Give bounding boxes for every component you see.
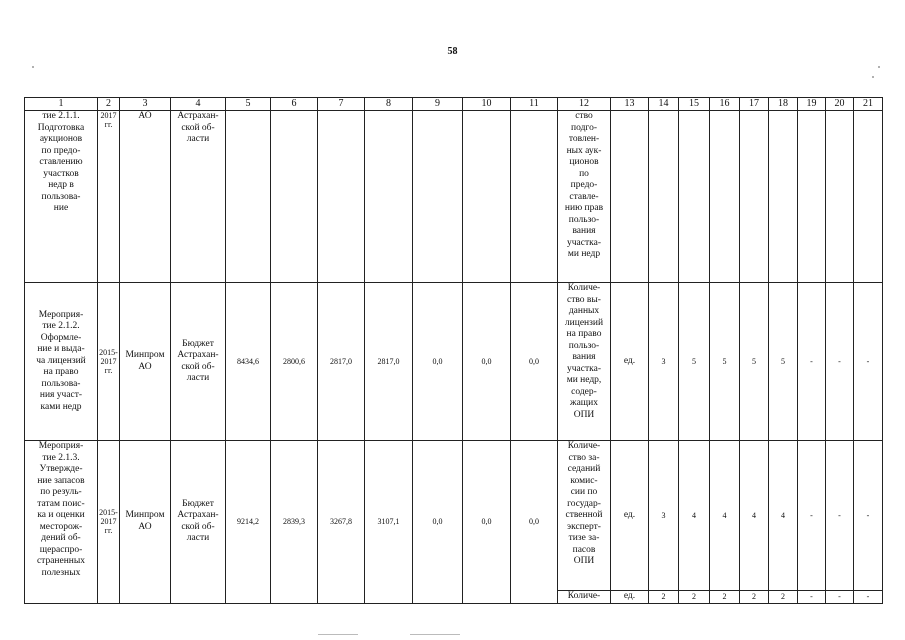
target-cell: 2 xyxy=(740,591,769,604)
value-col11: 0,0 xyxy=(511,283,558,441)
value-2015: 2839,3 xyxy=(271,441,318,604)
value-col9: 0,0 xyxy=(413,283,463,441)
target-cell: 5 xyxy=(769,283,798,441)
indicator-cell: Количе- ство вы- данных лицензий на право пользо- вания участка- ми недр, содер- жащих ОПИ xyxy=(558,283,611,441)
target-cell: 2 xyxy=(710,591,740,604)
table-row-measure-2-1-3 xyxy=(25,441,883,591)
header-cell: 3 xyxy=(120,98,171,111)
target-cell: - xyxy=(854,441,883,591)
target-cell: 3 xyxy=(649,283,679,441)
measure-title: Мероприя- тие 2.1.3. Утвержде- ние запасов по резуль- татам поис- ка и оценки месторож- дений об- щераспро- страненных полезных xyxy=(25,441,98,604)
header-cell: 1 xyxy=(25,98,98,111)
header-cell: 16 xyxy=(710,98,740,111)
table-cell xyxy=(365,111,413,283)
measure-title: тие 2.1.1. Подготовка аукционов по предо- ставлению участков недр в пользова- ние xyxy=(25,111,98,283)
funding-source-cell: Бюджет Астрахан- ской об- ласти xyxy=(171,441,226,604)
header-cell: 10 xyxy=(463,98,511,111)
value-2016: 2817,0 xyxy=(318,283,365,441)
table-cell xyxy=(649,111,679,283)
target-cell: - xyxy=(798,283,826,441)
header-cell: 6 xyxy=(271,98,318,111)
page-number: 58 xyxy=(447,46,458,57)
executor-cell: АО xyxy=(120,111,171,283)
value-col10: 0,0 xyxy=(463,441,511,604)
target-cell: - xyxy=(826,591,854,604)
header-cell: 8 xyxy=(365,98,413,111)
executor-cell: Минпром АО xyxy=(120,283,171,441)
table-cell xyxy=(226,111,271,283)
value-2015: 2800,6 xyxy=(271,283,318,441)
period-cell: 2015- 2017 гг. xyxy=(98,441,120,604)
header-cell: 13 xyxy=(611,98,649,111)
header-cell: 14 xyxy=(649,98,679,111)
target-cell: 2 xyxy=(649,591,679,604)
value-2017: 3107,1 xyxy=(365,441,413,604)
value-total: 9214,2 xyxy=(226,441,271,604)
table-cell xyxy=(769,111,798,283)
value-total: 8434,6 xyxy=(226,283,271,441)
table-cell xyxy=(826,111,854,283)
executor-cell: Минпром АО xyxy=(120,441,171,604)
funding-source-cell: Бюджет Астрахан- ской об- ласти xyxy=(171,283,226,441)
measure-title: Мероприя- тие 2.1.2. Оформле- ние и выда- ча лицензий на право пользова- ния участ- ками недр xyxy=(25,283,98,441)
header-cell: 19 xyxy=(798,98,826,111)
table-cell xyxy=(611,111,649,283)
table-row-measure-2-1-1 xyxy=(25,111,883,283)
column-number-row xyxy=(25,98,883,111)
target-cell: - xyxy=(798,441,826,591)
indicator-cell: ство подго- товлен- ных аук- ционов по предо- ставле- нию прав пользо- вания участка- ми недр xyxy=(558,111,611,283)
program-measures-table xyxy=(24,97,883,604)
table-row-measure-2-1-2 xyxy=(25,283,883,441)
indicator-cell: Количе- ство за- седаний комис- сии по государ- ственной эксперт- тизе за- пасов ОПИ xyxy=(558,441,611,591)
target-cell: - xyxy=(798,591,826,604)
target-cell: - xyxy=(826,441,854,591)
header-cell: 17 xyxy=(740,98,769,111)
table-cell xyxy=(511,111,558,283)
table-cell xyxy=(271,111,318,283)
table-cell xyxy=(854,111,883,283)
unit-cell: ед. xyxy=(611,591,649,604)
table-cell xyxy=(463,111,511,283)
header-cell: 2 xyxy=(98,98,120,111)
table-cell xyxy=(318,111,365,283)
target-cell: 5 xyxy=(679,283,710,441)
target-cell: 3 xyxy=(649,441,679,591)
target-cell: 5 xyxy=(740,283,769,441)
target-cell: 5 xyxy=(710,283,740,441)
target-cell: - xyxy=(826,283,854,441)
value-col11: 0,0 xyxy=(511,441,558,604)
target-cell: 2 xyxy=(769,591,798,604)
value-2016: 3267,8 xyxy=(318,441,365,604)
target-cell: 4 xyxy=(740,441,769,591)
target-cell: - xyxy=(854,283,883,441)
scan-artifact xyxy=(410,634,460,635)
table-cell xyxy=(679,111,710,283)
target-cell: 4 xyxy=(710,441,740,591)
indicator-cell: Количе- xyxy=(558,591,611,604)
unit-cell: ед. xyxy=(611,441,649,591)
header-cell: 18 xyxy=(769,98,798,111)
target-cell: - xyxy=(854,591,883,604)
table-cell xyxy=(413,111,463,283)
scan-artifact xyxy=(318,634,358,635)
header-cell: 9 xyxy=(413,98,463,111)
header-cell: 5 xyxy=(226,98,271,111)
period-cell: 2017 гг. xyxy=(98,111,120,283)
table-cell xyxy=(740,111,769,283)
funding-source-cell: Астрахан- ской об- ласти xyxy=(171,111,226,283)
table-cell xyxy=(798,111,826,283)
table-cell xyxy=(710,111,740,283)
header-cell: 20 xyxy=(826,98,854,111)
header-cell: 21 xyxy=(854,98,883,111)
target-cell: 2 xyxy=(679,591,710,604)
target-cell: 4 xyxy=(679,441,710,591)
header-cell: 4 xyxy=(171,98,226,111)
value-col9: 0,0 xyxy=(413,441,463,604)
value-col10: 0,0 xyxy=(463,283,511,441)
header-cell: 7 xyxy=(318,98,365,111)
period-cell: 2015- 2017 гг. xyxy=(98,283,120,441)
unit-cell: ед. xyxy=(611,283,649,441)
value-2017: 2817,0 xyxy=(365,283,413,441)
header-cell: 15 xyxy=(679,98,710,111)
target-cell: 4 xyxy=(769,441,798,591)
header-cell: 11 xyxy=(511,98,558,111)
header-cell: 12 xyxy=(558,98,611,111)
